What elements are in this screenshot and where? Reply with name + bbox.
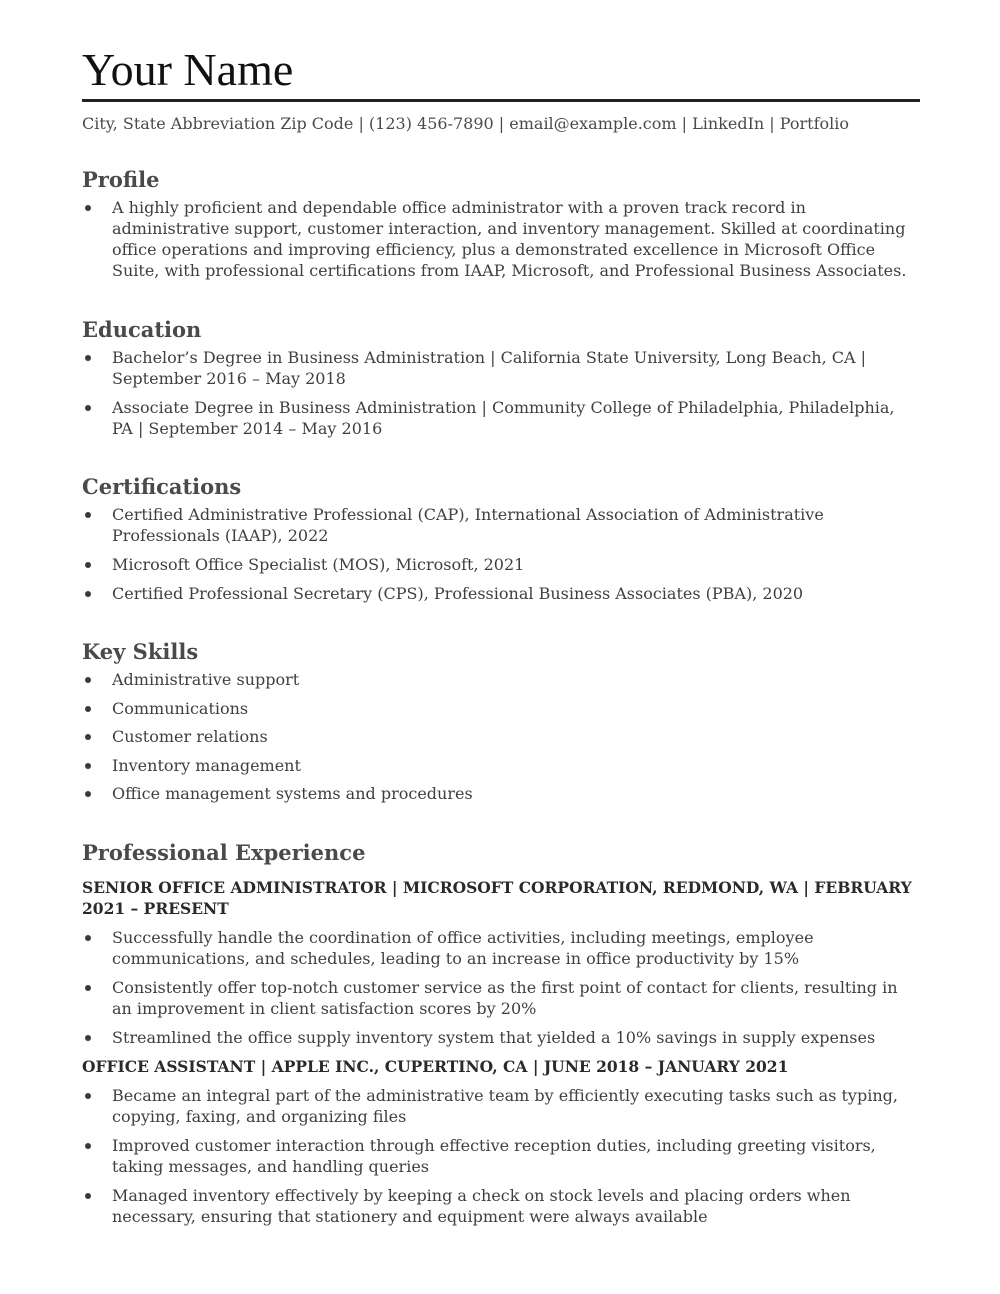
bullet-icon xyxy=(85,734,91,740)
resume-name: Your Name xyxy=(82,44,294,95)
list-item-text: Improved customer interaction through effective reception duties, including greeting visitors, taking messages, and handling queries xyxy=(112,1136,876,1176)
list-item xyxy=(82,783,920,804)
job-entry xyxy=(82,877,920,1048)
section-title-education: Education xyxy=(82,317,202,342)
list-item-text: Customer relations xyxy=(112,727,268,746)
bullet-icon xyxy=(85,1193,91,1199)
profile-list xyxy=(82,197,920,281)
list-item-text: Successfully handle the coordination of office activities, including meetings, employee communications, and schedules, leading to an increase in office productivity by 15% xyxy=(112,928,814,968)
list-item xyxy=(82,554,920,575)
job-entry xyxy=(82,1056,920,1227)
certifications-section xyxy=(82,474,920,612)
list-item xyxy=(82,347,920,389)
list-item xyxy=(82,583,920,604)
list-item xyxy=(82,755,920,776)
list-item-text: Microsoft Office Specialist (MOS), Microsoft, 2021 xyxy=(112,555,525,574)
list-item xyxy=(82,504,920,546)
bullet-icon xyxy=(85,677,91,683)
bullet-icon xyxy=(85,791,91,797)
list-item xyxy=(82,698,920,719)
list-item xyxy=(82,1085,920,1127)
bullet-icon xyxy=(85,706,91,712)
experience-section xyxy=(82,840,920,1235)
list-item-text: Associate Degree in Business Administration | Community College of Philadelphia, Philadelphia, PA | September 2014 – May 2016 xyxy=(112,398,895,438)
certifications-list xyxy=(82,504,920,604)
job-heading: SENIOR OFFICE ADMINISTRATOR | MICROSOFT CORPORATION, REDMOND, WA | FEBRUARY 2021 – PRESENT xyxy=(82,878,912,918)
bullet-icon xyxy=(85,1035,91,1041)
bullet-icon xyxy=(85,935,91,941)
list-item-text: Became an integral part of the administrative team by efficiently executing tasks such as typing, copying, faxing, and organizing files xyxy=(112,1086,898,1126)
list-item-text: Managed inventory effectively by keeping a check on stock levels and placing orders when necessary, ensuring that stationery and equipment were always available xyxy=(112,1186,851,1226)
bullet-icon xyxy=(85,512,91,518)
header-divider xyxy=(82,99,920,102)
job-heading: OFFICE ASSISTANT | APPLE INC., CUPERTINO, CA | JUNE 2018 – JANUARY 2021 xyxy=(82,1057,789,1076)
job-bullets xyxy=(82,927,920,1048)
bullet-icon xyxy=(85,355,91,361)
list-item-text: Inventory management xyxy=(112,755,301,775)
bullet-icon xyxy=(85,562,91,568)
bullet-icon xyxy=(85,591,91,597)
section-title-profile: Profile xyxy=(82,167,160,192)
bullet-icon xyxy=(85,405,91,411)
list-item xyxy=(82,726,920,747)
bullet-icon xyxy=(85,985,91,991)
bullet-icon xyxy=(85,763,91,769)
list-item-text: Streamlined the office supply inventory system that yielded a 10% savings in supply expenses xyxy=(112,1028,876,1047)
section-title-experience: Professional Experience xyxy=(82,840,366,865)
skills-list xyxy=(82,669,920,804)
list-item xyxy=(82,669,920,690)
section-title-certifications: Certifications xyxy=(82,474,242,499)
list-item-text: Bachelor’s Degree in Business Administration | California State University, Long Beach, CA | September 2016 – May 2018 xyxy=(112,348,867,388)
list-item-text: A highly proficient and dependable office administrator with a proven track record in administrative support, customer interaction, and inventory management. Skilled at coordinating office operations and improving efficiency, plus a demonstrated excellence in Microsoft Office Suite, with professional certifications from IAAP, Microsoft, and Professional Business Associates. xyxy=(112,198,907,280)
job-bullets xyxy=(82,1085,920,1227)
list-item xyxy=(82,197,920,281)
skills-section xyxy=(82,639,920,812)
list-item-text: Communications xyxy=(112,698,249,718)
list-item-text: Certified Professional Secretary (CPS), Professional Business Associates (PBA), 2020 xyxy=(112,584,804,603)
profile-section xyxy=(82,167,920,289)
list-item xyxy=(82,1185,920,1227)
list-item-text: Certified Administrative Professional (CAP), International Association of Administrative Professionals (IAAP), 2022 xyxy=(112,505,824,545)
section-title-skills: Key Skills xyxy=(82,639,199,664)
education-list xyxy=(82,347,920,439)
list-item-text: Consistently offer top-notch customer service as the first point of contact for clients, resulting in an improvement in client satisfaction scores by 20% xyxy=(112,978,898,1018)
list-item xyxy=(82,927,920,969)
education-section xyxy=(82,317,920,447)
list-item xyxy=(82,397,920,439)
bullet-icon xyxy=(85,205,91,211)
list-item xyxy=(82,1135,920,1177)
bullet-icon xyxy=(85,1143,91,1149)
list-item-text: Office management systems and procedures xyxy=(112,784,473,803)
list-item xyxy=(82,1027,920,1048)
list-item xyxy=(82,977,920,1019)
contact-line: City, State Abbreviation Zip Code | (123) 456-7890 | email@example.com | LinkedIn | Portfolio xyxy=(82,114,850,133)
list-item-text: Administrative support xyxy=(112,670,300,689)
bullet-icon xyxy=(85,1093,91,1099)
